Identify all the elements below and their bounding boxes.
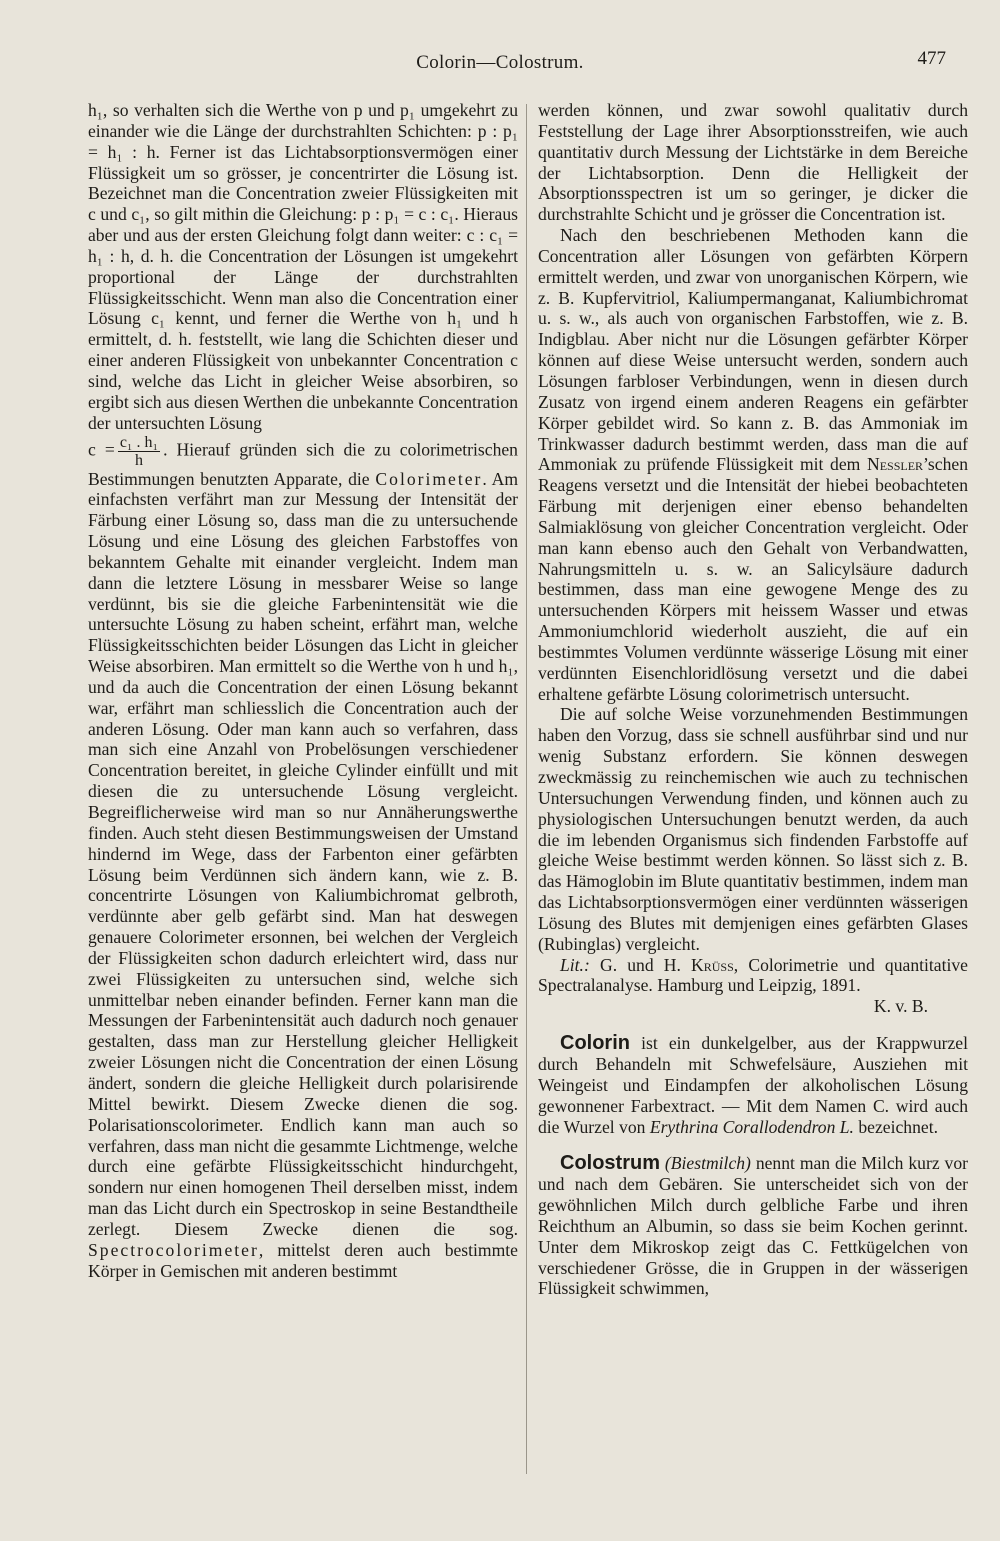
formula-lhs: c = bbox=[88, 439, 115, 460]
entry-spacer bbox=[538, 1017, 968, 1033]
colorin-text-1: ist ein dunkelgelber, aus der Krappwurzel durch Behandeln mit Schwefelsäure, Ausziehen mit Weingeist und Eindampfen der alkoholischen Lösung gewonnener Farbextract. — Mit dem Namen C. wird auch die Wurzel von bbox=[538, 1033, 968, 1137]
colostrum-synonym: (Biestmilch) bbox=[664, 1153, 751, 1174]
term-spectrocolorimeter: Spectrocolorimeter bbox=[88, 1239, 259, 1260]
entry-colostrum bbox=[538, 1153, 968, 1299]
entry-colorin bbox=[538, 1033, 968, 1137]
paragraph-methods-start: Nach den beschriebenen Methoden kann die Concentration aller Lösungen von gefärbten Körpern ermittelt werden, und zwar von unorganischen Körpern, wie z. B. Kupfervitriol, Kaliumpermanganat, Kaliumbichromat u. s. w., als auch von organischen Farbstoffen, wie z. B. Indigblau. Aber nicht nur die Lösungen gefärbter Körper können auf diese Weise untersucht werden, sondern auch Lösungen farbloser Verbindungen, wenn in diesen durch Zusatz von irgend einem anderen Reagens ein gefärbter Körper gebildet wird. So kann z. B. das Ammoniak im Trinkwasser dadurch bestimmt werden, dass man die auf Ammoniak zu prüfende Flüssigkeit mit dem bbox=[538, 225, 968, 475]
literature-label: Lit.: bbox=[560, 954, 590, 975]
name-nessler: Nessler bbox=[866, 454, 924, 475]
author-signature: K. v. B. bbox=[873, 996, 928, 1017]
running-header: Colorin—Colostrum. bbox=[416, 52, 584, 73]
entry-spacer bbox=[538, 1137, 968, 1153]
paragraph-continuation: h₁, so verhalten sich die Werthe von p und p₁ umgekehrt zu einander wie die Länge der durchstrahlten Schichten: p : p₁ = h₁ : h. Ferner ist das Lichtabsorptionsvermögen einer Flüssigkeit um so grösser, je concentrirter die Lösung ist. Bezeichnet man die Concentration zweier Flüssigkeiten mit c und c₁, so gilt mithin die Gleichung: p : p₁ = c : c₁. Hieraus aber und aus der ersten Gleichung folgt dann weiter: c : c₁ = h₁ : h, d. h. die Concentration der Lösungen ist umgekehrt proportional der Länge der durchstrahlten Flüssigkeitsschicht. Wenn man also die Concentration einer Lösung c₁ kennt, und ferner die Werthe von h₁ und h ermittelt, d. h. feststellt, wie lang die Schichten dieser und einer anderen Flüssigkeit von unbekannter Concentration c sind, welche das Licht in gleicher Weise absorbiren, so ergibt sich aus diesen Werthen die unbekannte Concentration der untersuchten Lösung bbox=[88, 100, 518, 433]
column-divider bbox=[526, 104, 527, 1474]
paragraph-methods bbox=[538, 225, 968, 704]
formula-line bbox=[88, 434, 518, 1282]
headword-colorin: Colorin bbox=[560, 1032, 630, 1055]
paragraph-colorimeter-body: . Am einfachsten verfährt man zur Messung der Intensität der Färbung einer Lösung so, dass man die zu untersuchende Lösung und eine Lösung des gleichen Farbstoffes von bekanntem Gehalte mit einander vergleicht. Indem man dann die letztere Lösung in messbarer Weise so lange verdünnt, bis sie die gleiche Farbenintensität wie die untersuchte Lösung zu haben scheint, erfährt man, welche Flüssigkeitsschichten beider Lösungen das Licht in gleicher Weise absorbiren. Man ermittelt so die Werthe von h und h₁, und da auch die Concentration der einen Lösung bekannt war, erfährt man schliesslich die Concentration auch der anderen Lösung. Oder man kann auch so verfahren, dass man sich eine Anzahl von Probelösungen verschiedener Concentration bereitet, in gleiche Cylinder einfüllt und mit diesen die zu untersuchende Lösung vergleicht. Begreiflicherweise wird man so nur Annäherungswerthe finden. Auch steht diesen Bestimmungsweisen der Umstand hindernd im Wege, dass der Farbenton einer gefärbten Lösung beim Verdünnen sich ändern kann, wie z. B. concentrirte Lösungen von Kaliumbichromat gelbroth, verdünnte aber gelb gefärbt sind. Man hat deswegen genauere Colorimeter ersonnen, bei welchen der Vergleich der Flüssigkeiten schon dadurch erleichtert wird, dass nur zwei Flüssigkeiten zu untersuchen sind, welche sich unmittelbar neben einander befinden. Ferner kann man die Messungen der Farbenintensität auch dadurch noch genauer gestalten, dass man zur Herstellung gleicher Helligkeit zweier Lösungen nicht die Concentration der einen Lösung ändert, sondern die gleiche Helligkeit durch polarisirende Mittel bewirkt. Diesem Zwecke dienen die sog. Polarisationscolorimeter. Endlich kann man auch so verfahren, dass man nicht die gesammte Lichtmenge, welche durch eine gefärbte Flüssigkeitsschicht hindurchgeht, sondern nur einen homogenen Theil derselben misst, indem man das Licht durch ein Spectroskop in seine Bestandtheile zerlegt. Diesem Zwecke dienen die sog. bbox=[88, 468, 519, 1239]
left-column bbox=[88, 100, 518, 1281]
right-column bbox=[538, 100, 968, 1299]
headword-colostrum: Colostrum bbox=[560, 1152, 660, 1175]
paragraph-absorption: werden können, und zwar sowohl qualitativ durch Feststellung der Lage ihrer Absorptionsstreifen, wie auch quantitativ durch Messung der Lichtstärke in dem Bereiche der Lichtabsorption. Denn die Helligkeit der Absorptionsspectren ist um so geringer, je dicker die durchstrahlte Schicht und je grösser die Concentration ist. bbox=[538, 100, 968, 225]
literature-author-kruss: Krüss bbox=[691, 954, 734, 975]
page-number: 477 bbox=[917, 48, 946, 69]
formula-fraction bbox=[118, 434, 160, 469]
literature-authors: G. und H. bbox=[599, 954, 681, 975]
paragraph-methods-end: ’schen Reagens versetzt und die Intensität der hiebei beobachteten Färbung mit derjenigen einer ebenso behandelten Salmiaklösung von gleicher Concentration vergleicht. Oder man kann ebenso auch den Gehalt von Verbandwatten, Nahrungsmitteln u. s. w. an Salicylsäure dadurch bestimmen, dass man eine gewogene Menge des zu untersuchenden Körpers mit heissem Wasser und etwas Ammoniumchlorid wiederholt auszieht, die auf ein bestimmtes Volumen verdünnte wässerige Lösung mit einer verdünnten Eisenchloridlösung versetzt und die dabei erhaltene gefärbte Lösung colorimetrisch untersucht. bbox=[538, 454, 968, 704]
paragraph-colorimeter-end: , mittelst deren auch bestimmte Körper in Gemischen mit anderen bestimmt bbox=[88, 1239, 518, 1281]
term-colorimeter: Colorimeter bbox=[375, 468, 483, 489]
formula-numerator: c₁ . h₁ bbox=[119, 433, 159, 451]
formula-denominator: h bbox=[134, 451, 143, 469]
literature-reference bbox=[538, 955, 968, 997]
paragraph-advantages: Die auf solche Weise vorzunehmenden Bestimmungen haben den Vorzug, dass sie schnell ausführbar sind und nur wenig Substanz erfordern. Sie können deswegen zweckmässig zu reinchemischen wie auch zu technischen Untersuchungen Verwendung finden, und können auch zu physiologischen Untersuchungen benutzt werden, da auch die im lebenden Organismus sich findenden Farbstoffe auf gleiche Weise bestimmt werden können. So lässt sich z. B. das Hämoglobin im Blute quantitativ bestimmen, indem man das Lichtabsorptionsvermögen einer verdünnten wässerigen Lösung des Blutes mit demjenigen eines gefärbten Glases (Rubinglas) vergleicht. bbox=[538, 704, 969, 954]
colostrum-text: nennt man die Milch kurz vor und nach dem Gebären. Sie unterscheidet sich von der gewöhnlichen Milch durch gelbliche Farbe und ihren Reichthum an Albumin, so dass sie beim Kochen gerinnt. Unter dem Mikroskop zeigt das C. Fettkügelchen von verschiedener Grösse, die in Gruppen in der wässerigen Flüssigkeit schwimmen, bbox=[538, 1153, 968, 1299]
formula-trailing-text: . Hierauf gründen sich die zu colorimetrischen Bestimmungen benutzten Apparate, die bbox=[88, 439, 518, 489]
colorin-text-2: bezeichnet. bbox=[853, 1116, 938, 1137]
colorin-botanical-name: Erythrina Corallodendron L. bbox=[649, 1116, 854, 1137]
literature-title: , Colorimetrie und quantitative Spectralanalyse. Hamburg und Leipzig, 1891. bbox=[538, 954, 968, 996]
